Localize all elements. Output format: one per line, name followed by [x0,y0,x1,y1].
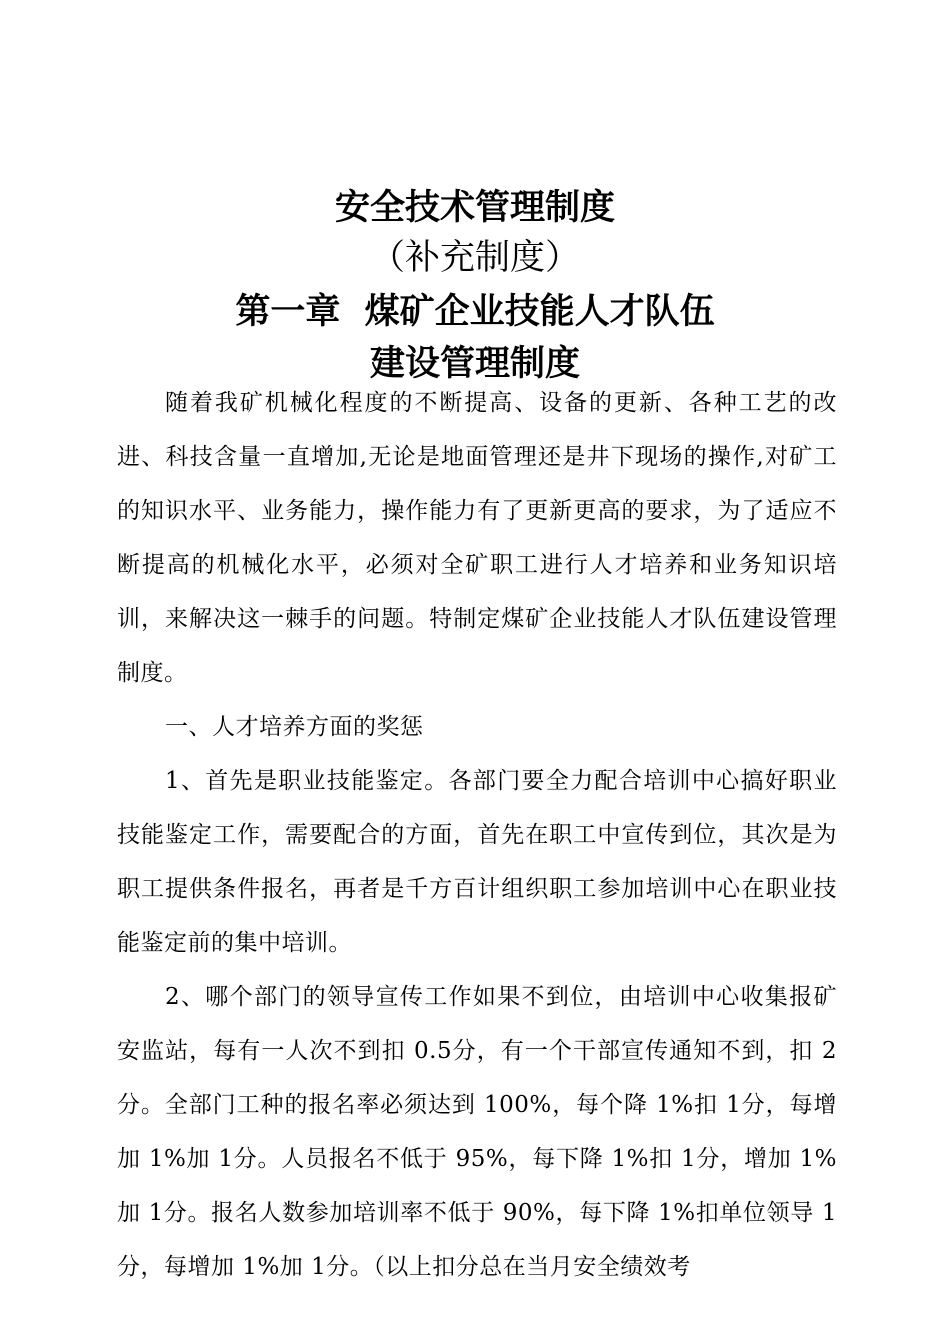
document-title: 安全技术管理制度 [334,188,615,228]
section-heading: 一、人才培养方面的奖惩 [165,714,424,740]
chapter-title-line-2: 建设管理制度 [369,344,580,384]
document-subtitle: （补充制度） [369,238,580,278]
paragraph-item-1: 1、首先是职业技能鉴定。各部门要全力配合培训中心搞好职业技能鉴定工作，需要配合的方面，首先在职工中宣传到位，其次是为职工提供条件报名，再者是千方百计组织职工参加培训中心在职业技能鉴定前的集中培训。 [117,768,837,956]
paragraph-item-2: 2、哪个部门的领导宣传工作如果不到位，由培训中心收集报矿安监站，每有一人次不到扣 0.5分，有一个干部宣传通知不到，扣 2分。全部门工种的报名率必须达到 100%，每个降 1%扣 1分，每增加 1%加 1分。人员报名不低于 95%，每下降 1%扣 1分，增加 1%加 1分。报名人数参加培训率不低于 90%，每下降 1%扣单位领导 1分，每增加 1%加 1分。（以上扣分总在当月安全绩效考 [117,984,837,1280]
paragraph-intro: 随着我矿机械化程度的不断提高、设备的更新、各种工艺的改进、科技含量一直增加,无论是地面管理还是井下现场的操作,对矿工的知识水平、业务能力，操作能力有了更新更高的要求，为了适应不断提高的机械化水平，必须对全矿职工进行人才培养和业务知识培训，来解决这一棘手的问题。特制定煤矿企业技能人才队伍建设管理制度。 [117,390,837,686]
body-text [117,376,837,1294]
chapter-title-line-1: 第一章 煤矿企业技能人才队伍 [235,292,715,332]
